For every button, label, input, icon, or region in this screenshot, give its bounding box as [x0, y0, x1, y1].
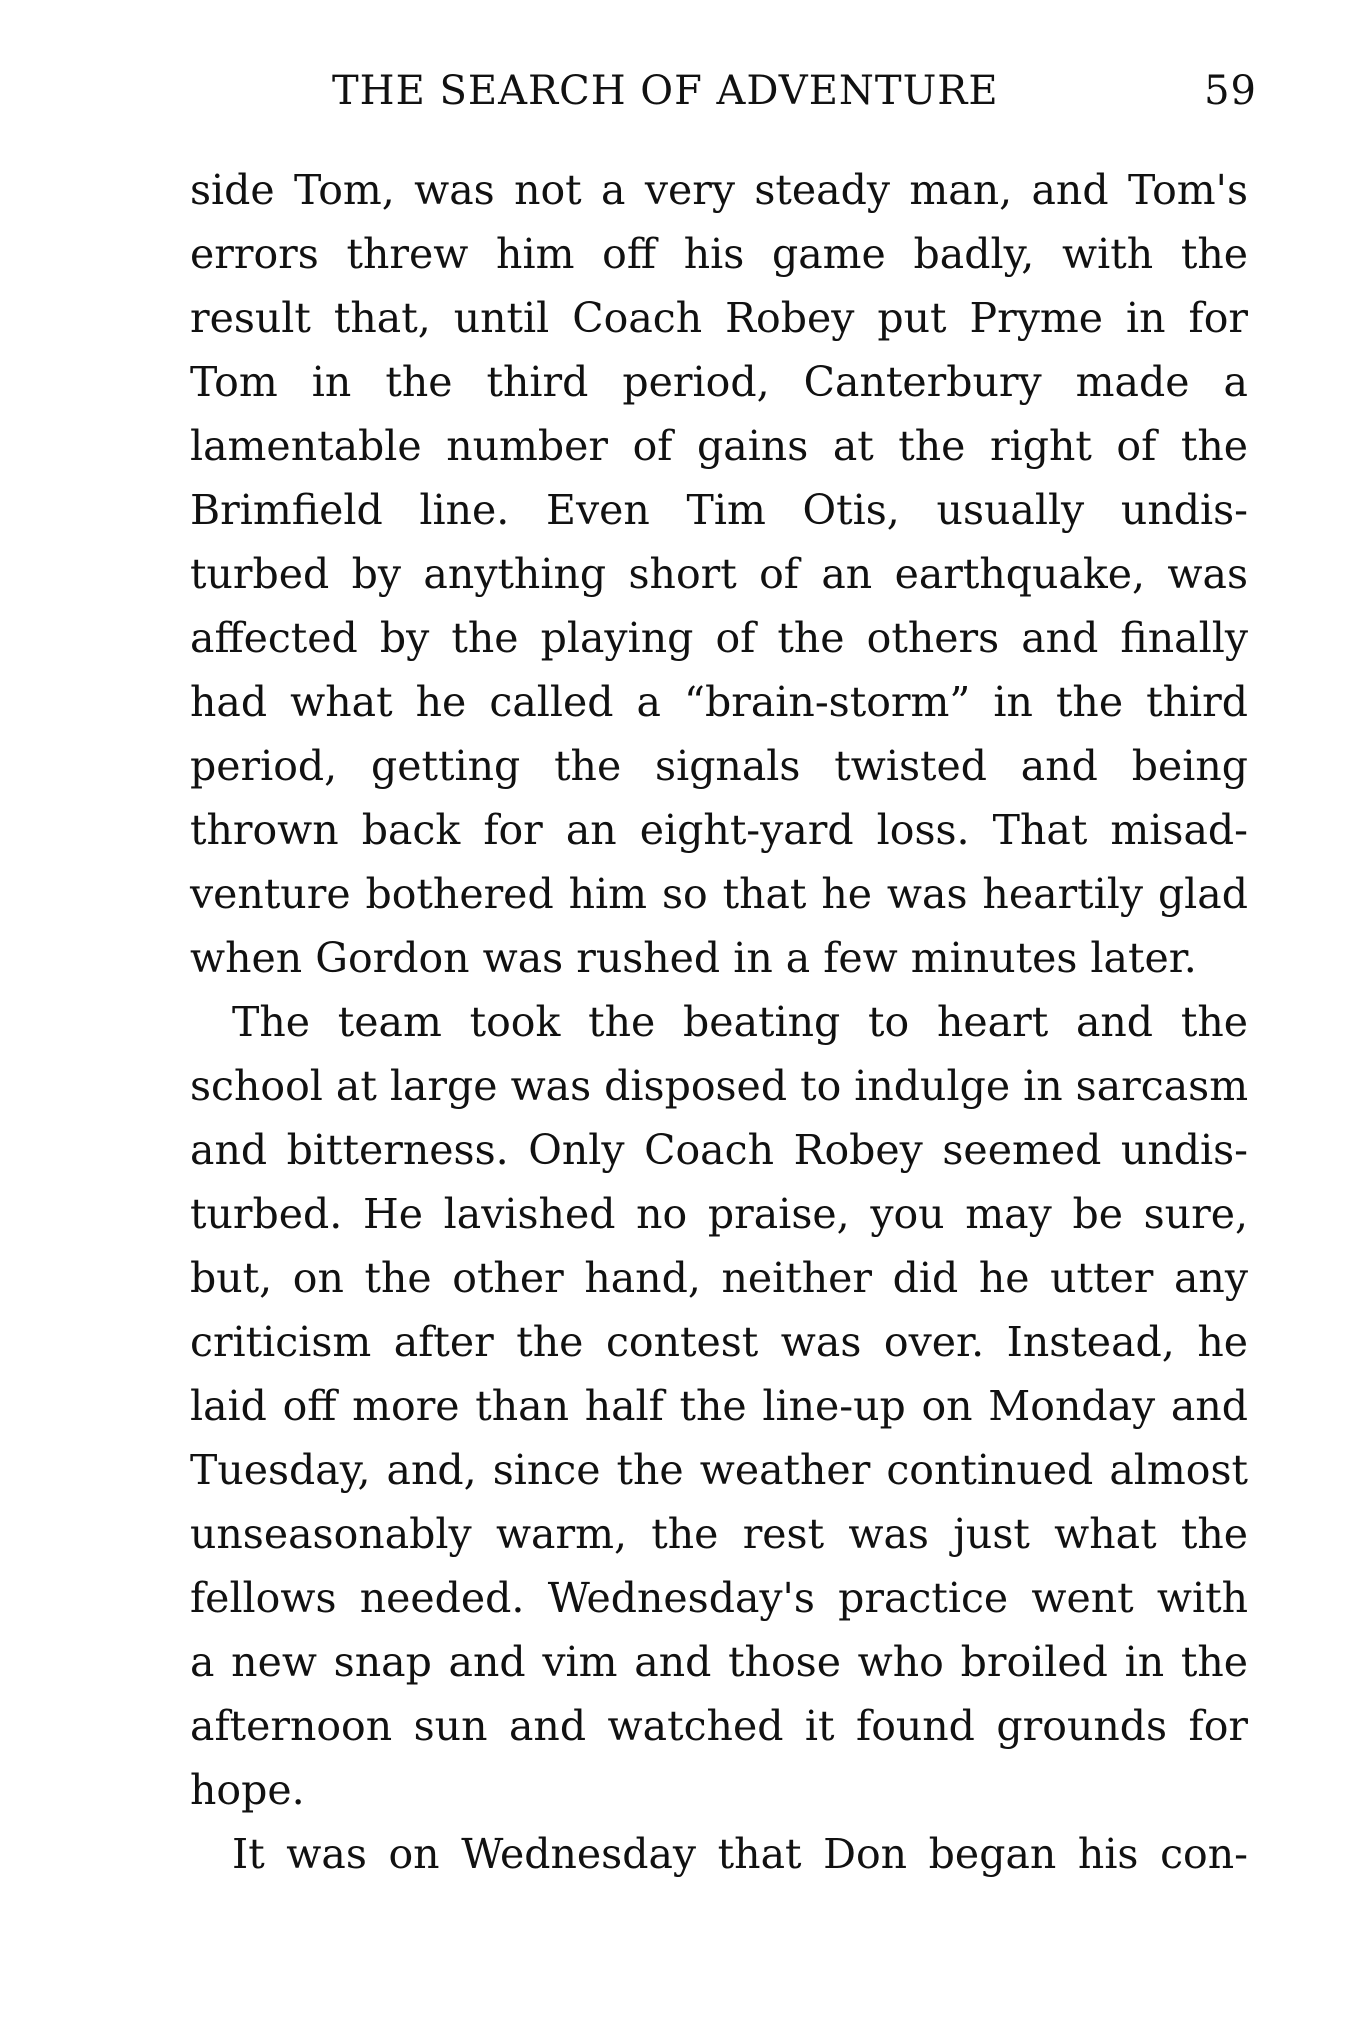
- text-line: fellows needed. Wednesday's practice went with: [190, 1574, 1248, 1622]
- text-line: errors threw him off his game badly, with the: [190, 230, 1248, 278]
- body-text: [190, 158, 1248, 1886]
- page-number: 59: [1204, 68, 1257, 114]
- text-line: and bitterness. Only Coach Robey seemed undis-: [190, 1126, 1248, 1174]
- text-line: side Tom, was not a very steady man, and Tom's: [190, 166, 1248, 214]
- text-line: Tom in the third period, Canterbury made a: [190, 358, 1248, 406]
- text-line: lamentable number of gains at the right of the: [190, 422, 1248, 470]
- text-line: The team took the beating to heart and the: [232, 998, 1248, 1046]
- chapter-title: THE SEARCH OF ADVENTURE: [332, 68, 999, 114]
- text-line: It was on Wednesday that Don began his con-: [232, 1830, 1248, 1878]
- text-line: had what he called a “brain-storm” in the third: [190, 678, 1248, 726]
- text-line: venture bothered him so that he was heartily glad: [190, 870, 1248, 918]
- paragraph-3: [190, 1822, 1248, 1886]
- text-line: Brimfield line. Even Tim Otis, usually undis-: [190, 486, 1248, 534]
- running-head: [332, 68, 1257, 128]
- text-line: laid off more than half the line-up on Monday and: [190, 1382, 1248, 1430]
- paragraph-1: [190, 158, 1248, 990]
- text-line: criticism after the contest was over. Instead, he: [190, 1318, 1248, 1366]
- text-line: a new snap and vim and those who broiled in the: [190, 1638, 1248, 1686]
- text-line: when Gordon was rushed in a few minutes later.: [190, 934, 1197, 982]
- text-line: school at large was disposed to indulge in sarcasm: [190, 1062, 1249, 1110]
- text-line: unseasonably warm, the rest was just what the: [190, 1510, 1248, 1558]
- paragraph-2: [190, 990, 1248, 1822]
- text-line: hope.: [190, 1766, 305, 1814]
- text-line: turbed. He lavished no praise, you may be sure,: [190, 1190, 1248, 1238]
- text-line: result that, until Coach Robey put Pryme in for: [190, 294, 1248, 342]
- text-line: thrown back for an eight-yard loss. That misad-: [190, 806, 1248, 854]
- text-line: Tuesday, and, since the weather continued almost: [190, 1446, 1248, 1494]
- text-line: afternoon sun and watched it found grounds for: [190, 1702, 1248, 1750]
- text-line: turbed by anything short of an earthquake, was: [190, 550, 1248, 598]
- text-line: period, getting the signals twisted and being: [190, 742, 1248, 790]
- text-line: but, on the other hand, neither did he utter any: [190, 1254, 1248, 1302]
- text-line: affected by the playing of the others and finally: [190, 614, 1248, 662]
